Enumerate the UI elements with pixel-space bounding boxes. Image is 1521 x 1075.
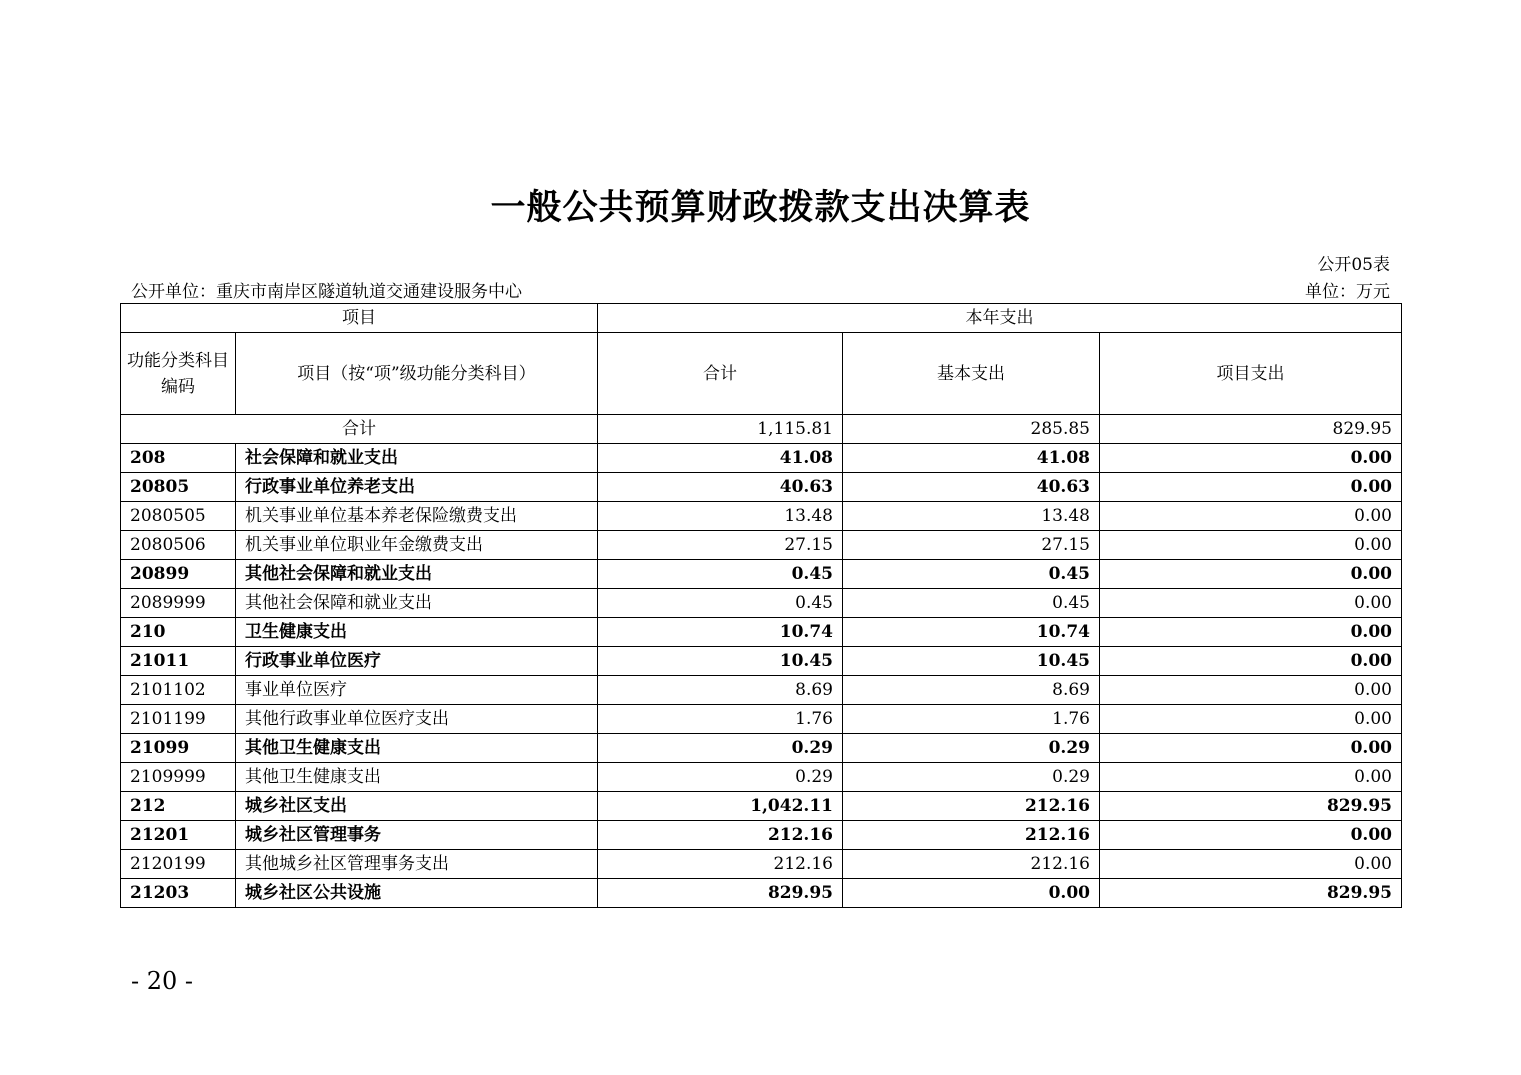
table-row <box>121 531 1402 560</box>
row-name: 机关事业单位基本养老保险缴费支出 <box>236 502 598 531</box>
table-row <box>121 734 1402 763</box>
row-basic: 0.45 <box>843 560 1100 589</box>
row-basic: 0.29 <box>843 734 1100 763</box>
table-row <box>121 763 1402 792</box>
row-basic: 0.29 <box>843 763 1100 792</box>
row-name: 其他社会保障和就业支出 <box>236 560 598 589</box>
row-code: 21011 <box>121 647 236 676</box>
table-row <box>121 647 1402 676</box>
row-project: 0.00 <box>1100 676 1402 705</box>
table-row <box>121 879 1402 908</box>
row-code: 20899 <box>121 560 236 589</box>
table-row <box>121 705 1402 734</box>
row-basic: 212.16 <box>843 792 1100 821</box>
table-row <box>121 821 1402 850</box>
row-code: 2101199 <box>121 705 236 734</box>
row-project: 0.00 <box>1100 502 1402 531</box>
row-basic: 1.76 <box>843 705 1100 734</box>
row-project: 0.00 <box>1100 444 1402 473</box>
row-name: 社会保障和就业支出 <box>236 444 598 473</box>
table-row <box>121 502 1402 531</box>
row-name: 行政事业单位养老支出 <box>236 473 598 502</box>
total-project: 829.95 <box>1100 415 1402 444</box>
row-total: 829.95 <box>598 879 843 908</box>
row-total: 41.08 <box>598 444 843 473</box>
row-basic: 0.00 <box>843 879 1100 908</box>
row-total: 10.74 <box>598 618 843 647</box>
row-total: 40.63 <box>598 473 843 502</box>
row-name: 其他卫生健康支出 <box>236 734 598 763</box>
row-name: 城乡社区公共设施 <box>236 879 598 908</box>
row-name: 其他社会保障和就业支出 <box>236 589 598 618</box>
row-total: 212.16 <box>598 821 843 850</box>
table-row <box>121 444 1402 473</box>
total-row <box>121 415 1402 444</box>
row-code: 20805 <box>121 473 236 502</box>
total-basic: 285.85 <box>843 415 1100 444</box>
header-total: 合计 <box>598 333 843 415</box>
header-project: 项目支出 <box>1100 333 1402 415</box>
table-code: 公开05表 <box>1317 255 1390 275</box>
page-title: 一般公共预算财政拨款支出决算表 <box>490 188 1031 228</box>
row-total: 1,042.11 <box>598 792 843 821</box>
row-total: 0.29 <box>598 763 843 792</box>
row-basic: 41.08 <box>843 444 1100 473</box>
table-row <box>121 618 1402 647</box>
row-project: 0.00 <box>1100 763 1402 792</box>
table-row <box>121 589 1402 618</box>
row-code: 2120199 <box>121 850 236 879</box>
row-name: 机关事业单位职业年金缴费支出 <box>236 531 598 560</box>
row-code: 2101102 <box>121 676 236 705</box>
expenditure-table <box>120 303 1402 908</box>
header-basic: 基本支出 <box>843 333 1100 415</box>
row-code: 2089999 <box>121 589 236 618</box>
row-project: 0.00 <box>1100 821 1402 850</box>
row-basic: 10.45 <box>843 647 1100 676</box>
row-project: 0.00 <box>1100 531 1402 560</box>
row-code: 21201 <box>121 821 236 850</box>
row-total: 10.45 <box>598 647 843 676</box>
table-row <box>121 473 1402 502</box>
row-code: 2080506 <box>121 531 236 560</box>
row-name: 事业单位医疗 <box>236 676 598 705</box>
total-label: 合计 <box>121 415 598 444</box>
row-basic: 8.69 <box>843 676 1100 705</box>
row-project: 0.00 <box>1100 560 1402 589</box>
row-code: 21099 <box>121 734 236 763</box>
row-code: 2109999 <box>121 763 236 792</box>
row-code: 210 <box>121 618 236 647</box>
header-name: 项目（按“项”级功能分类科目） <box>236 333 598 415</box>
table-row <box>121 560 1402 589</box>
table-row <box>121 850 1402 879</box>
row-name: 城乡社区管理事务 <box>236 821 598 850</box>
header-code: 功能分类科目编码 <box>121 333 236 415</box>
row-project: 0.00 <box>1100 618 1402 647</box>
row-total: 0.45 <box>598 560 843 589</box>
currency-unit: 单位：万元 <box>1305 282 1390 302</box>
row-name: 其他行政事业单位医疗支出 <box>236 705 598 734</box>
row-code: 208 <box>121 444 236 473</box>
row-total: 27.15 <box>598 531 843 560</box>
row-project: 0.00 <box>1100 734 1402 763</box>
row-code: 212 <box>121 792 236 821</box>
row-project: 829.95 <box>1100 792 1402 821</box>
row-basic: 212.16 <box>843 821 1100 850</box>
row-basic: 10.74 <box>843 618 1100 647</box>
header-year-group: 本年支出 <box>598 304 1402 333</box>
total-amount: 1,115.81 <box>598 415 843 444</box>
row-name: 其他卫生健康支出 <box>236 763 598 792</box>
row-total: 0.45 <box>598 589 843 618</box>
row-total: 13.48 <box>598 502 843 531</box>
table-row <box>121 792 1402 821</box>
row-basic: 0.45 <box>843 589 1100 618</box>
header-item-group: 项目 <box>121 304 598 333</box>
row-basic: 40.63 <box>843 473 1100 502</box>
table-row <box>121 676 1402 705</box>
row-basic: 212.16 <box>843 850 1100 879</box>
row-name: 行政事业单位医疗 <box>236 647 598 676</box>
row-project: 0.00 <box>1100 473 1402 502</box>
row-name: 卫生健康支出 <box>236 618 598 647</box>
row-project: 0.00 <box>1100 647 1402 676</box>
row-code: 2080505 <box>121 502 236 531</box>
org-name: 公开单位：重庆市南岸区隧道轨道交通建设服务中心 <box>131 282 522 302</box>
row-total: 212.16 <box>598 850 843 879</box>
row-name: 其他城乡社区管理事务支出 <box>236 850 598 879</box>
row-total: 1.76 <box>598 705 843 734</box>
row-project: 0.00 <box>1100 705 1402 734</box>
page-number: - 20 - <box>131 967 194 995</box>
row-project: 0.00 <box>1100 850 1402 879</box>
row-code: 21203 <box>121 879 236 908</box>
row-name: 城乡社区支出 <box>236 792 598 821</box>
row-total: 0.29 <box>598 734 843 763</box>
row-project: 829.95 <box>1100 879 1402 908</box>
row-total: 8.69 <box>598 676 843 705</box>
row-basic: 13.48 <box>843 502 1100 531</box>
row-basic: 27.15 <box>843 531 1100 560</box>
row-project: 0.00 <box>1100 589 1402 618</box>
